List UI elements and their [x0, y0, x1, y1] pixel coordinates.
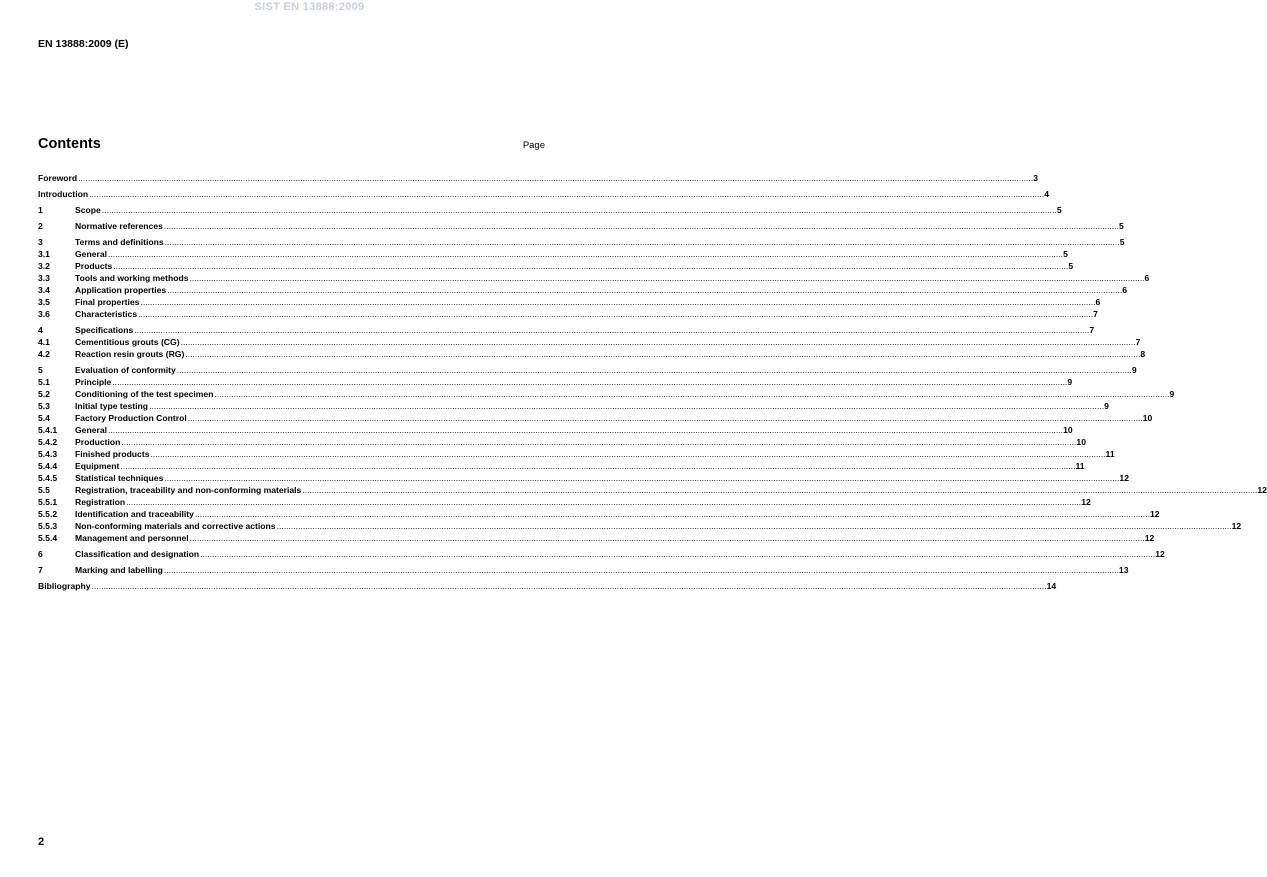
- toc-entry-number: 1: [38, 205, 43, 215]
- toc-leader-dots: ................................................................................................................................................................................................................................................................................................................................................................................................................: [163, 221, 1119, 231]
- toc-entry[interactable]: [38, 472, 1129, 484]
- toc-entry-title: Tools and working methods: [75, 273, 189, 283]
- toc-entry-title: Application properties: [75, 285, 167, 295]
- toc-leader-dots: ................................................................................................................................................................................................................................................................................................................................................................................................................: [302, 485, 1258, 495]
- toc-entry[interactable]: [38, 496, 1091, 508]
- toc-entry-number: 6: [38, 549, 43, 559]
- toc-leader-dots: ................................................................................................................................................................................................................................................................................................................................................................................................................: [167, 285, 1123, 295]
- toc-entry-page: 3: [1033, 173, 1038, 183]
- toc-entry-number: 3.1: [38, 249, 50, 259]
- toc-entry-title: Reaction resin grouts (RG): [75, 349, 185, 359]
- toc-entry-number: 3.3: [38, 273, 50, 283]
- toc-entry-title: Specifications: [75, 325, 134, 335]
- toc-entry[interactable]: [38, 308, 1098, 320]
- toc-entry[interactable]: [38, 448, 1115, 460]
- toc-entry-page: 9: [1104, 401, 1109, 411]
- toc-entry-title: Equipment: [75, 461, 120, 471]
- toc-entry[interactable]: [38, 412, 1153, 424]
- toc-entry-page: 11: [1105, 449, 1115, 459]
- toc-entry[interactable]: [38, 376, 1073, 388]
- toc-entry-number: 5.5.3: [38, 521, 58, 531]
- toc-leader-dots: ................................................................................................................................................................................................................................................................................................................................................................................................................: [164, 473, 1120, 483]
- toc-leader-dots: ................................................................................................................................................................................................................................................................................................................................................................................................................: [164, 237, 1120, 247]
- toc-entry-title: Cementitious grouts (CG): [75, 337, 180, 347]
- toc-entry-page: 12: [1231, 521, 1242, 531]
- toc-entry[interactable]: [38, 548, 1165, 560]
- toc-entry-title: Statistical techniques: [75, 473, 164, 483]
- toc-entry-number: 7: [38, 565, 43, 575]
- toc-entry-number: 5.4: [38, 413, 50, 423]
- toc-entry-title: Factory Production Control: [75, 413, 187, 423]
- toc-entry-title: Classification and designation: [75, 549, 200, 559]
- toc-leader-dots: ................................................................................................................................................................................................................................................................................................................................................................................................................: [91, 581, 1047, 591]
- toc-entry-page: 9: [1067, 377, 1073, 387]
- toc-entry[interactable]: [38, 436, 1086, 448]
- toc-entry-page: 8: [1140, 349, 1146, 359]
- toc-entry-page: 13: [1118, 565, 1129, 575]
- toc-entry-page: 12: [1155, 549, 1165, 559]
- toc-entry-title: General: [75, 249, 108, 259]
- toc-entry[interactable]: [38, 220, 1124, 232]
- toc-entry[interactable]: [38, 460, 1085, 472]
- toc-leader-dots: ................................................................................................................................................................................................................................................................................................................................................................................................................: [120, 461, 1076, 471]
- toc-entry-number: 5.5: [38, 485, 50, 495]
- toc-entry-title: Initial type testing: [75, 401, 149, 411]
- toc-entry-page: 12: [1081, 497, 1091, 507]
- toc-entry[interactable]: [38, 284, 1128, 296]
- toc-entry[interactable]: [38, 236, 1125, 248]
- toc-entry-number: 5.4.4: [38, 461, 58, 471]
- toc-entry-page: 12: [1149, 509, 1160, 519]
- toc-entry-title: Final properties: [75, 297, 140, 307]
- toc-entry-title: Normative references: [75, 221, 163, 231]
- toc-entry-title: Products: [75, 261, 113, 271]
- toc-entry-page: 7: [1093, 309, 1098, 319]
- toc-leader-dots: ................................................................................................................................................................................................................................................................................................................................................................................................................: [180, 337, 1136, 347]
- toc-entry-number: 5.5.1: [38, 497, 58, 507]
- toc-entry-title: Marking and labelling: [75, 565, 163, 575]
- toc-entry-title: Characteristics: [75, 309, 138, 319]
- toc-leader-dots: ................................................................................................................................................................................................................................................................................................................................................................................................................: [138, 309, 1094, 319]
- toc-entry-page: 5: [1063, 249, 1068, 259]
- toc-leader-dots: ................................................................................................................................................................................................................................................................................................................................................................................................................: [78, 173, 1034, 183]
- toc-entry[interactable]: [38, 364, 1137, 376]
- toc-leader-dots: ................................................................................................................................................................................................................................................................................................................................................................................................................: [150, 449, 1106, 459]
- toc-leader-dots: ................................................................................................................................................................................................................................................................................................................................................................................................................: [101, 205, 1057, 215]
- toc-leader-dots: ................................................................................................................................................................................................................................................................................................................................................................................................................: [134, 325, 1090, 335]
- toc-entry-number: 5.1: [38, 377, 50, 387]
- toc-entry-page: 14: [1046, 581, 1057, 591]
- toc-entry-page: 10: [1063, 425, 1073, 435]
- toc-entry[interactable]: [38, 296, 1101, 308]
- toc-entry-number: 2: [38, 221, 43, 231]
- toc-entry-page: 5: [1068, 261, 1074, 271]
- toc-leader-dots: ................................................................................................................................................................................................................................................................................................................................................................................................................: [108, 249, 1064, 259]
- contents-title: Contents: [38, 136, 101, 152]
- toc-entry-page: 9: [1169, 389, 1175, 399]
- toc-entry-title: Registration, traceability and non-conforming materials: [75, 485, 302, 495]
- toc-entry-title: Non-conforming materials and corrective actions: [75, 521, 276, 531]
- toc-entry-page: 5: [1118, 221, 1124, 231]
- toc-entry-number: 5.4.2: [38, 437, 58, 447]
- toc-entry-page: 10: [1076, 437, 1086, 447]
- toc-entry[interactable]: [38, 348, 1146, 360]
- toc-entry[interactable]: [38, 424, 1073, 436]
- toc-entry-page: 7: [1089, 325, 1095, 335]
- toc-entry-title: Conditioning of the test specimen: [75, 389, 214, 399]
- toc-entry-title: Scope: [75, 205, 101, 215]
- toc-entry-page: 7: [1135, 337, 1141, 347]
- toc-leader-dots: ................................................................................................................................................................................................................................................................................................................................................................................................................: [89, 189, 1045, 199]
- toc-leader-dots: ................................................................................................................................................................................................................................................................................................................................................................................................................: [187, 413, 1143, 423]
- toc-leader-dots: ................................................................................................................................................................................................................................................................................................................................................................................................................: [163, 565, 1119, 575]
- toc-entry-number: 5.5.4: [38, 533, 58, 543]
- toc-entry-number: 5: [38, 365, 43, 375]
- page-number: 2: [38, 836, 45, 848]
- toc-entry-page: 11: [1075, 461, 1085, 471]
- toc-leader-dots: ................................................................................................................................................................................................................................................................................................................................................................................................................: [108, 425, 1064, 435]
- toc-entry-page: 12: [1144, 533, 1155, 543]
- toc-leader-dots: ................................................................................................................................................................................................................................................................................................................................................................................................................: [176, 365, 1132, 375]
- watermark: SIST EN 13888:2009: [254, 1, 365, 13]
- toc-entry[interactable]: [38, 520, 1242, 532]
- page-column-label: Page: [522, 140, 545, 151]
- toc-leader-dots: ................................................................................................................................................................................................................................................................................................................................................................................................................: [149, 401, 1105, 411]
- toc-leader-dots: ................................................................................................................................................................................................................................................................................................................................................................................................................: [126, 497, 1082, 507]
- toc-entry-title: Evaluation of conformity: [75, 365, 176, 375]
- toc-leader-dots: ................................................................................................................................................................................................................................................................................................................................................................................................................: [200, 549, 1156, 559]
- toc-entry-number: 5.4.3: [38, 449, 58, 459]
- toc-entry[interactable]: [38, 564, 1129, 576]
- toc-leader-dots: ................................................................................................................................................................................................................................................................................................................................................................................................................: [189, 273, 1145, 283]
- toc-entry-number: 3.5: [38, 297, 50, 307]
- toc-entry[interactable]: [38, 336, 1141, 348]
- document-id: EN 13888:2009 (E): [38, 38, 129, 50]
- toc-leader-dots: ................................................................................................................................................................................................................................................................................................................................................................................................................: [214, 389, 1170, 399]
- toc-leader-dots: ................................................................................................................................................................................................................................................................................................................................................................................................................: [112, 377, 1068, 387]
- toc-leader-dots: ................................................................................................................................................................................................................................................................................................................................................................................................................: [194, 509, 1150, 519]
- toc-entry-number: 3.4: [38, 285, 50, 295]
- toc-entry-number: 3.6: [38, 309, 50, 319]
- toc-entry-title: Registration: [75, 497, 126, 507]
- toc-entry-page: 5: [1119, 237, 1125, 247]
- toc-entry[interactable]: [38, 388, 1175, 400]
- toc-entry-title: Principle: [75, 377, 112, 387]
- toc-entry[interactable]: [38, 260, 1074, 272]
- toc-entry[interactable]: [38, 508, 1160, 520]
- toc-entry[interactable]: [38, 324, 1095, 336]
- toc-entry[interactable]: [38, 204, 1062, 216]
- toc-entry-number: 5.3: [38, 401, 50, 411]
- toc-entry[interactable]: [38, 272, 1150, 284]
- toc-entry-title: Identification and traceability: [75, 509, 194, 519]
- toc-entry[interactable]: [38, 532, 1155, 544]
- toc-entry-title: Terms and definitions: [75, 237, 164, 247]
- toc-entry-number: 3: [38, 237, 43, 247]
- toc-entry-title: Finished products: [75, 449, 150, 459]
- toc-leader-dots: ................................................................................................................................................................................................................................................................................................................................................................................................................: [185, 349, 1141, 359]
- toc-entry[interactable]: [38, 484, 1267, 496]
- toc-entry-number: 4: [38, 325, 43, 335]
- toc-entry-page: 12: [1257, 485, 1267, 495]
- toc-entry[interactable]: [38, 248, 1068, 260]
- toc-entry[interactable]: [38, 172, 1038, 184]
- toc-entry-page: 6: [1122, 285, 1128, 295]
- toc-entry-number: 5.5.2: [38, 509, 58, 519]
- toc-entry-title: Management and personnel: [75, 533, 189, 543]
- toc-leader-dots: ................................................................................................................................................................................................................................................................................................................................................................................................................: [121, 437, 1077, 447]
- toc-entry-number: 5.2: [38, 389, 50, 399]
- toc-entry[interactable]: [38, 400, 1109, 412]
- toc-entry[interactable]: [38, 188, 1049, 200]
- toc-entry-page: 4: [1044, 189, 1049, 199]
- toc-leader-dots: ................................................................................................................................................................................................................................................................................................................................................................................................................: [140, 297, 1096, 307]
- toc-entry-page: 10: [1142, 413, 1153, 423]
- toc-entry-title: Introduction: [38, 189, 89, 199]
- toc-entry-page: 6: [1144, 273, 1150, 283]
- toc-leader-dots: ................................................................................................................................................................................................................................................................................................................................................................................................................: [113, 261, 1069, 271]
- toc-entry-title: Foreword: [38, 173, 78, 183]
- toc-entry-page: 6: [1095, 297, 1101, 307]
- toc-entry-title: Production: [75, 437, 121, 447]
- toc-entry-number: 4.2: [38, 349, 50, 359]
- toc-leader-dots: ................................................................................................................................................................................................................................................................................................................................................................................................................: [276, 521, 1232, 531]
- toc-entry-number: 5.4.5: [38, 473, 58, 483]
- table-of-contents: [38, 172, 1267, 592]
- toc-entry[interactable]: [38, 580, 1057, 592]
- toc-entry-number: 5.4.1: [38, 425, 58, 435]
- toc-entry-page: 5: [1056, 205, 1062, 215]
- toc-entry-number: 4.1: [38, 337, 50, 347]
- toc-leader-dots: ................................................................................................................................................................................................................................................................................................................................................................................................................: [189, 533, 1145, 543]
- toc-entry-title: Bibliography: [38, 581, 91, 591]
- toc-entry-number: 3.2: [38, 261, 50, 271]
- toc-entry-title: General: [75, 425, 108, 435]
- toc-entry-page: 12: [1119, 473, 1129, 483]
- toc-entry-page: 9: [1131, 365, 1137, 375]
